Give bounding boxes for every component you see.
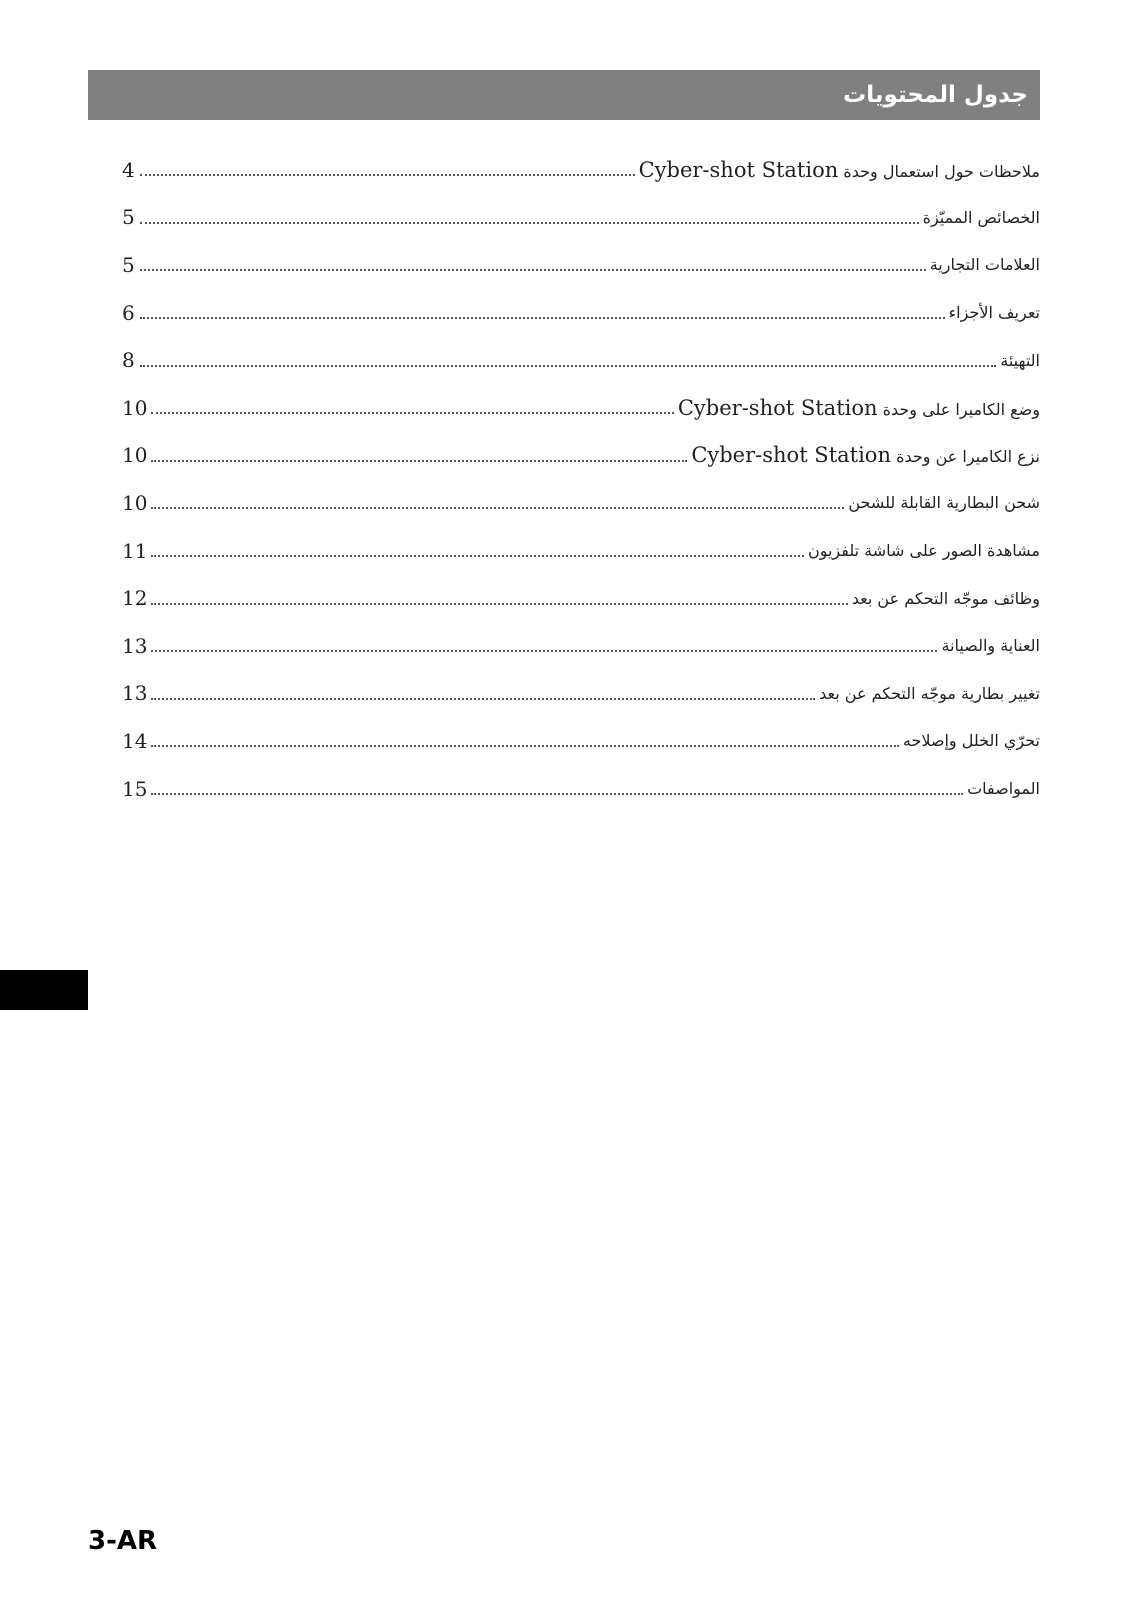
toc-entry-title (949, 303, 1040, 322)
dot-leader (151, 602, 847, 605)
toc-title-latin: Cyber-shot Station (677, 395, 878, 420)
toc-entry[interactable] (122, 146, 1040, 194)
toc-page-number: 10 (122, 443, 148, 468)
dot-leader (151, 792, 963, 795)
toc-page-number: 8 (122, 348, 135, 373)
toc-entry-title (930, 255, 1040, 274)
toc-entry-title (852, 589, 1040, 608)
table-of-contents (122, 146, 1040, 812)
toc-page-number: 11 (122, 538, 148, 563)
toc-page-number: 13 (122, 633, 148, 658)
page-title: جدول المحتويات (843, 82, 1028, 108)
dot-leader (140, 221, 919, 224)
toc-entry[interactable] (122, 241, 1040, 289)
toc-title-text: شحن البطارية القابلة للشحن (848, 493, 1040, 513)
dot-leader (140, 268, 926, 271)
dot-leader (151, 411, 673, 414)
toc-entry[interactable] (122, 574, 1040, 622)
toc-title-text: وظائف موجّه التحكم عن بعد (851, 588, 1040, 608)
dot-leader (140, 316, 945, 319)
toc-title-text: وضع الكاميرا على وحدة (882, 399, 1040, 419)
toc-entry[interactable] (122, 479, 1040, 527)
toc-entry-title (941, 636, 1040, 655)
dot-leader (151, 649, 937, 652)
language-side-tab (0, 970, 88, 1010)
toc-page-number: 5 (122, 252, 135, 277)
toc-title-text: مشاهدة الصور على شاشة تلفزيون (807, 541, 1040, 561)
dot-leader (151, 697, 815, 700)
toc-page-number: 6 (122, 300, 135, 325)
toc-entry-title (691, 443, 1040, 467)
toc-title-text: الخصائص المميّزة (922, 207, 1040, 227)
toc-title-text: ملاحظات حول استعمال وحدة (843, 161, 1040, 181)
dot-leader (140, 173, 635, 176)
toc-page-number: 14 (122, 728, 148, 753)
toc-page-number: 10 (122, 490, 148, 515)
toc-title-text: العناية والصيانة (941, 636, 1040, 656)
toc-entry-title (903, 731, 1040, 750)
toc-header-bar (88, 70, 1040, 120)
toc-entry-title (848, 493, 1040, 512)
toc-title-text: تحرّي الخلل وإصلاحه (902, 731, 1040, 751)
toc-entry[interactable] (122, 765, 1040, 813)
toc-entry[interactable] (122, 384, 1040, 432)
dot-leader (140, 364, 996, 367)
toc-entry[interactable] (122, 432, 1040, 480)
toc-entry[interactable] (122, 670, 1040, 718)
dot-leader (151, 506, 844, 509)
toc-entry[interactable] (122, 717, 1040, 765)
toc-entry[interactable] (122, 622, 1040, 670)
toc-page-number: 12 (122, 586, 148, 611)
toc-entry-title (1000, 351, 1040, 370)
toc-entry-title (923, 208, 1040, 227)
toc-entry-title (967, 779, 1040, 798)
toc-entry-title (808, 541, 1040, 560)
dot-leader (151, 744, 898, 747)
toc-title-text: المواصفات (967, 779, 1040, 799)
toc-page-number: 13 (122, 681, 148, 706)
toc-entry[interactable] (122, 336, 1040, 384)
page-number: 3-AR (88, 1526, 158, 1556)
toc-page-number: 5 (122, 205, 135, 230)
toc-title-text: العلامات التجارية (929, 255, 1040, 275)
toc-entry-title (639, 158, 1040, 182)
toc-entry-title (678, 396, 1040, 420)
toc-title-latin: Cyber-shot Station (691, 443, 891, 468)
toc-entry-title (819, 684, 1040, 703)
toc-entry[interactable] (122, 527, 1040, 575)
dot-leader (151, 459, 687, 462)
toc-page-number: 4 (122, 157, 135, 182)
toc-title-text: تغيير بطارية موجّه التحكم عن بعد (819, 683, 1040, 703)
dot-leader (151, 554, 803, 557)
toc-page-number: 15 (122, 776, 148, 801)
toc-title-latin: Cyber-shot Station (638, 157, 839, 182)
toc-entry[interactable] (122, 194, 1040, 242)
toc-title-text: نزع الكاميرا عن وحدة (896, 447, 1040, 467)
toc-page-number: 10 (122, 395, 148, 420)
toc-entry[interactable] (122, 289, 1040, 337)
toc-title-text: تعريف الأجزاء (948, 303, 1040, 323)
toc-title-text: التهيئة (1000, 350, 1040, 370)
